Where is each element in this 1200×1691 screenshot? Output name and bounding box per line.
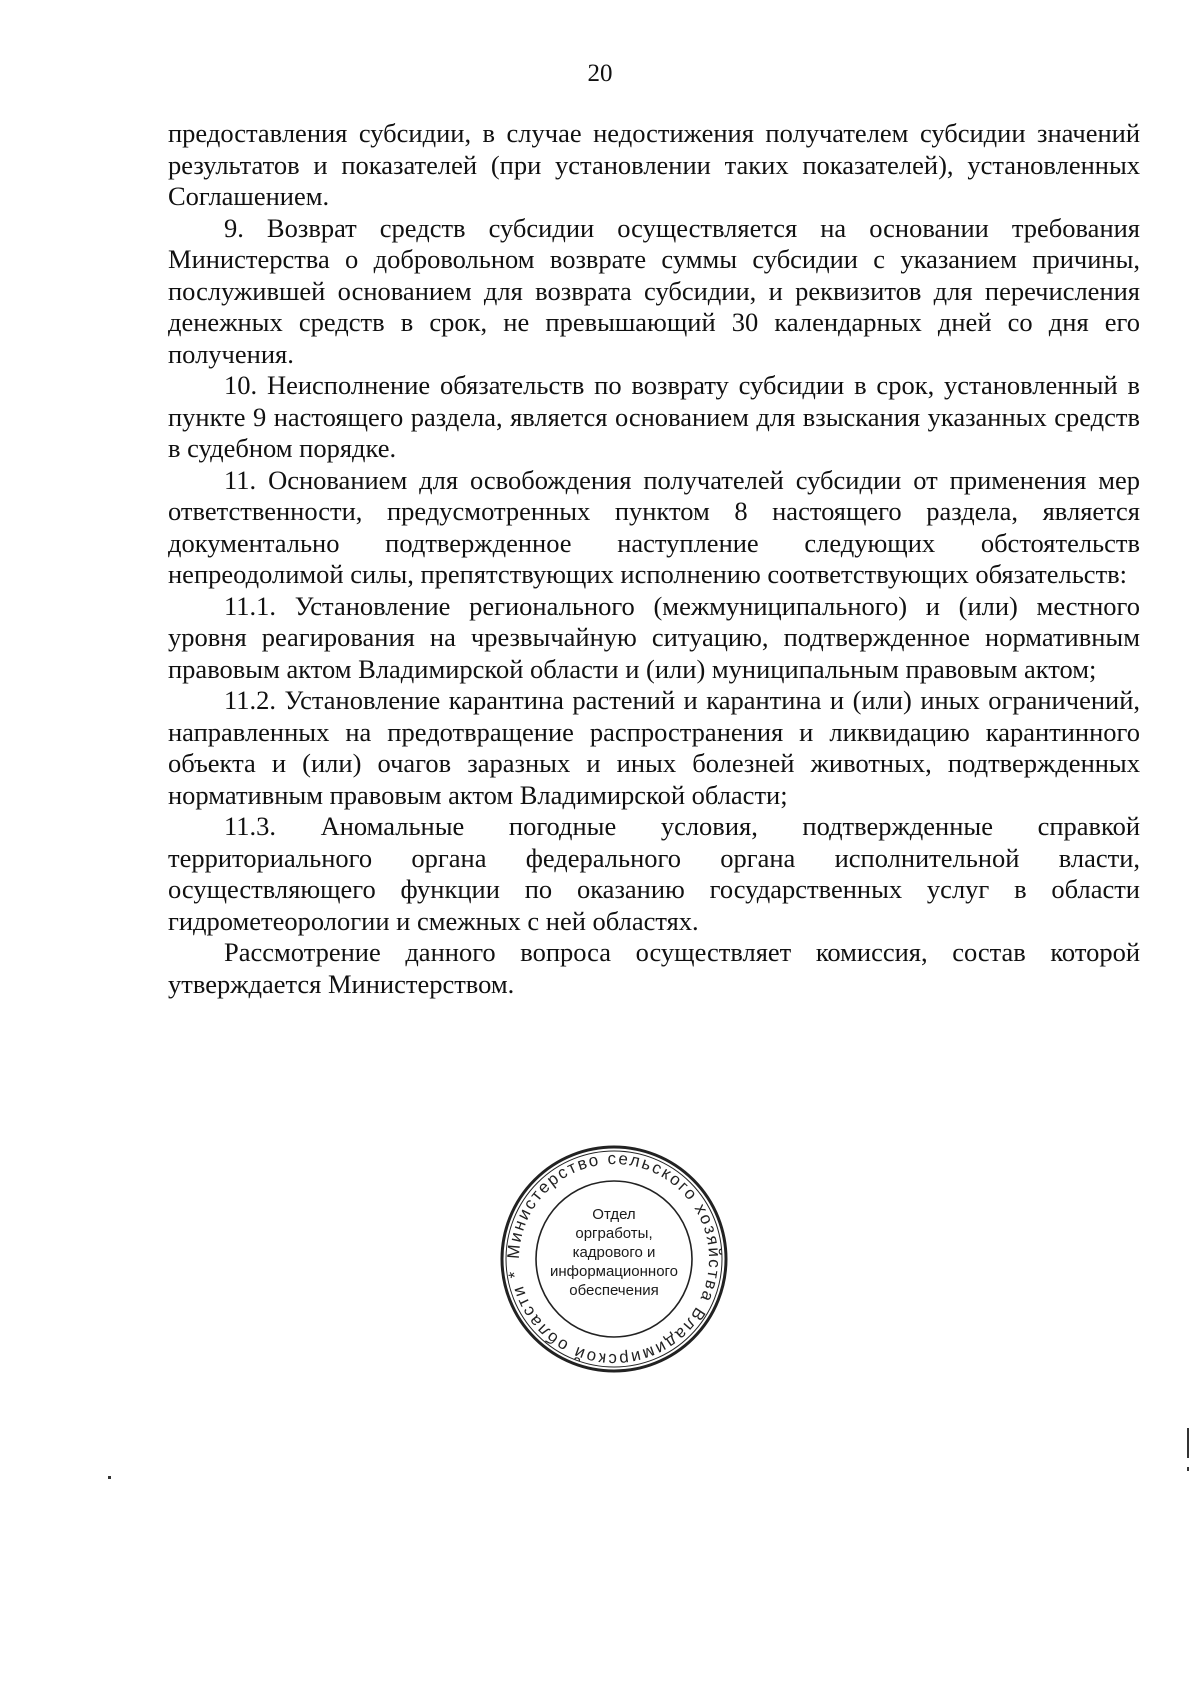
paragraph-10: 10. Неисполнение обязательств по возврату субсидии в срок, установленный в пункте 9 настоящего раздела, является основанием для взыскания указанных средств в судебном порядке. — [168, 370, 1140, 463]
stamp-line: оргработы, — [575, 1225, 653, 1242]
stamp-line: Отдел — [592, 1206, 636, 1223]
paragraph-11-1: 11.1. Установление регионального (межмуниципального) и (или) местного уровня реагирования на чрезвычайную ситуацию, подтвержденное нормативным правовым актом Владимирской области и (или) муниципальным правовым актом; — [168, 590, 1140, 684]
paragraph-11-2: 11.2. Установление карантина растений и карантина и (или) иных ограничений, направленных на предотвращение распространения и ликвидацию карантинного объекта и (или) очагов заразных и иных болезней животных, подтвержденных нормативным правовым актом Владимирской области; — [168, 685, 1140, 810]
paragraph-9: 9. Возврат средств субсидии осуществляется на основании требования Министерства о добровольном возврате суммы субсидии с указанием причины, послужившей основанием для возврата субсидии, и реквизитов для перечисления денежных средств в срок, не превышающий 30 календарных дней со дня его получения. — [168, 212, 1140, 369]
scan-edge-dot — [1187, 1467, 1189, 1471]
paragraph-commission: Рассмотрение данного вопроса осуществляет комиссия, состав которой утверждается Министерством. — [168, 937, 1140, 999]
paragraph-11: 11. Основанием для освобождения получателей субсидии от применения мер ответственности, предусмотренных пунктом 8 настоящего раздела, является документально подтвержденное наступление следующих обстоятельств непреодолимой силы, препятствующих исполнению соответствующих обязательств: — [168, 464, 1140, 589]
page-number: 20 — [587, 60, 613, 87]
stamp-ring-text: Министерство сельского хозяйства Владимирской области * — [503, 1148, 725, 1370]
scan-edge-line — [1187, 1428, 1189, 1458]
paragraph-continuation: предоставления субсидии, в случае недостижения получателем субсидии значений результатов и показателей (при установлении таких показателей), установленных Соглашением. — [168, 118, 1140, 211]
stamp-line: кадрового и — [572, 1244, 656, 1261]
official-stamp — [498, 1143, 730, 1375]
document-body — [168, 118, 1140, 1000]
stamp-center-text — [538, 1205, 690, 1300]
scan-dot — [108, 1476, 111, 1479]
paragraph-11-3: 11.3. Аномальные погодные условия, подтвержденные справкой территориального органа федерального органа исполнительной власти, осуществляющего функции по оказанию государственных услуг в области гидрометеорологии и смежных с ней областях. — [168, 811, 1140, 936]
stamp-line: информационного — [549, 1263, 679, 1280]
stamp-line: обеспечения — [569, 1282, 659, 1299]
